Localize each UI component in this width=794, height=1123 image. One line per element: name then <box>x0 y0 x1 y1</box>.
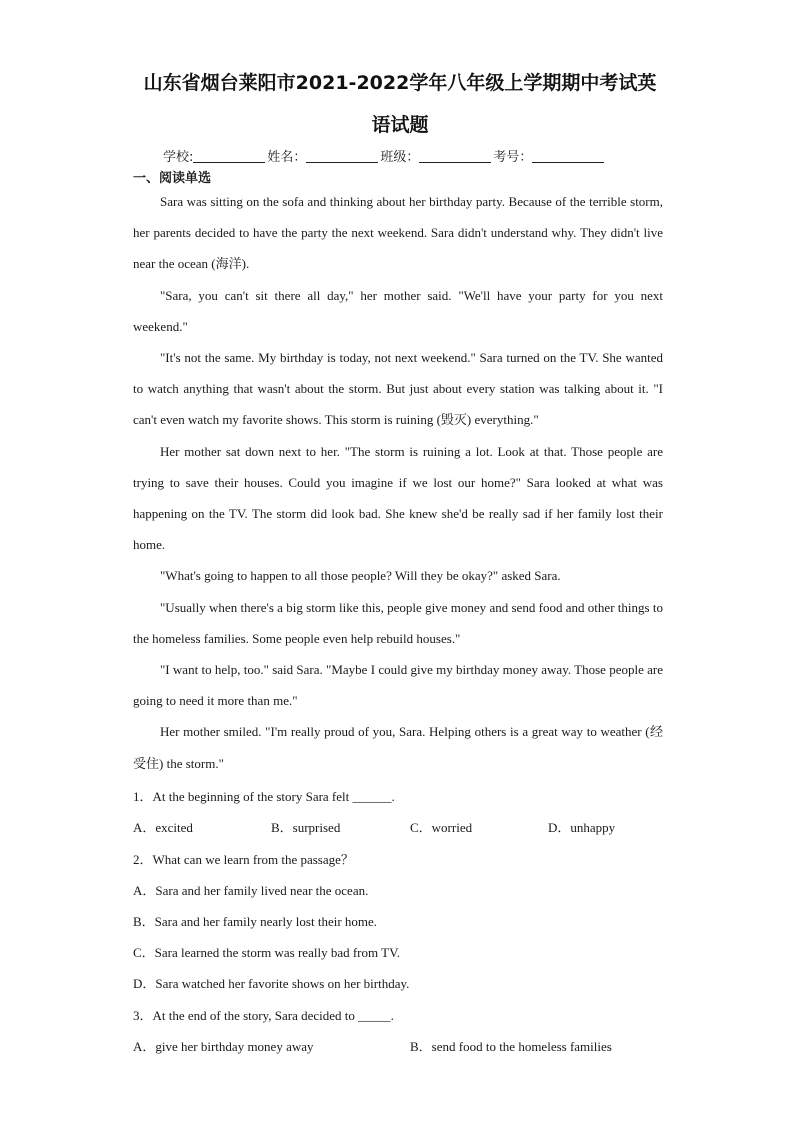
question-1-option-d[interactable]: D．unhappy <box>548 820 616 835</box>
exam-number-label: 考号： <box>493 150 533 165</box>
question-2-option-c[interactable]: C．Sara learned the storm was really bad from TV. <box>133 945 401 960</box>
question-3-option-b[interactable]: B．send food to the homeless families <box>410 1039 612 1054</box>
school-blank[interactable] <box>193 149 265 163</box>
question-3-option-a[interactable]: A．give her birthday money away <box>133 1039 314 1054</box>
question-1-stem: 1．At the beginning of the story Sara felt ______. <box>133 789 395 804</box>
class-label: 班级： <box>380 150 420 165</box>
question-1-option-a[interactable]: A．excited <box>133 820 193 835</box>
exam-number-blank[interactable] <box>532 149 604 163</box>
section-title: 一、阅读单选 <box>133 171 212 186</box>
passage-paragraph: "What's going to happen to all those people? Will they be okay?" asked Sara. <box>160 568 561 584</box>
passage-paragraph: "It's not the same. My birthday is today, not next weekend." Sara turned on the TV. She wanted to watch anything that wasn't about the storm. But just about every station was talking about it. "I can't even watch my favorite shows. This storm is ruining (毁灭) everything." <box>133 350 663 428</box>
question-2-stem: 2．What can we learn from the passage？ <box>133 852 354 867</box>
passage-paragraph: "Sara, you can't sit there all day," her mother said. "We'll have your party for you next weekend." <box>133 287 663 334</box>
passage-paragraph: Her mother sat down next to her. "The storm is ruining a lot. Look at that. Those people are trying to save their houses. Could you imagine if we lost our home?" Sara looked at what was happening on the TV. The storm did look bad. She knew she'd be really sad if her family lost their home. <box>133 443 663 553</box>
question-3-stem: 3．At the end of the story, Sara decided to _____. <box>133 1008 394 1023</box>
question-1-option-b[interactable]: B．surprised <box>271 820 341 835</box>
passage-paragraph: "Usually when there's a big storm like this, people give money and send food and other things to the homeless families. Some people even help rebuild houses." <box>133 599 663 646</box>
passage-paragraph: Sara was sitting on the sofa and thinking about her birthday party. Because of the terrible storm, her parents decided to have the party the next weekend. Sara didn't understand why. They didn't live near the ocean (海洋). <box>133 194 663 272</box>
student-info-line <box>163 146 606 165</box>
name-label: 姓名： <box>267 150 307 165</box>
reading-passage <box>133 186 663 779</box>
name-blank[interactable] <box>306 149 378 163</box>
question-1-option-c[interactable]: C．worried <box>410 820 473 835</box>
class-blank[interactable] <box>419 149 491 163</box>
passage-paragraph: Her mother smiled. "I'm really proud of you, Sara. Helping others is a great way to weather (经受住) the storm." <box>133 724 663 771</box>
passage-paragraph: "I want to help, too." said Sara. "Maybe I could give my birthday money away. Those people are going to need it more than me." <box>133 662 663 709</box>
question-2-option-a[interactable]: A．Sara and her family lived near the ocean. <box>133 883 369 898</box>
question-2-option-b[interactable]: B．Sara and her family nearly lost their home. <box>133 914 378 929</box>
school-label: 学校: <box>163 150 194 165</box>
question-2-option-d[interactable]: D．Sara watched her favorite shows on her birthday. <box>133 976 410 991</box>
exam-title-line1: 山东省烟台莱阳市2021-2022学年八年级上学期期中考试英 <box>143 72 657 94</box>
exam-title-line2: 语试题 <box>371 114 429 136</box>
